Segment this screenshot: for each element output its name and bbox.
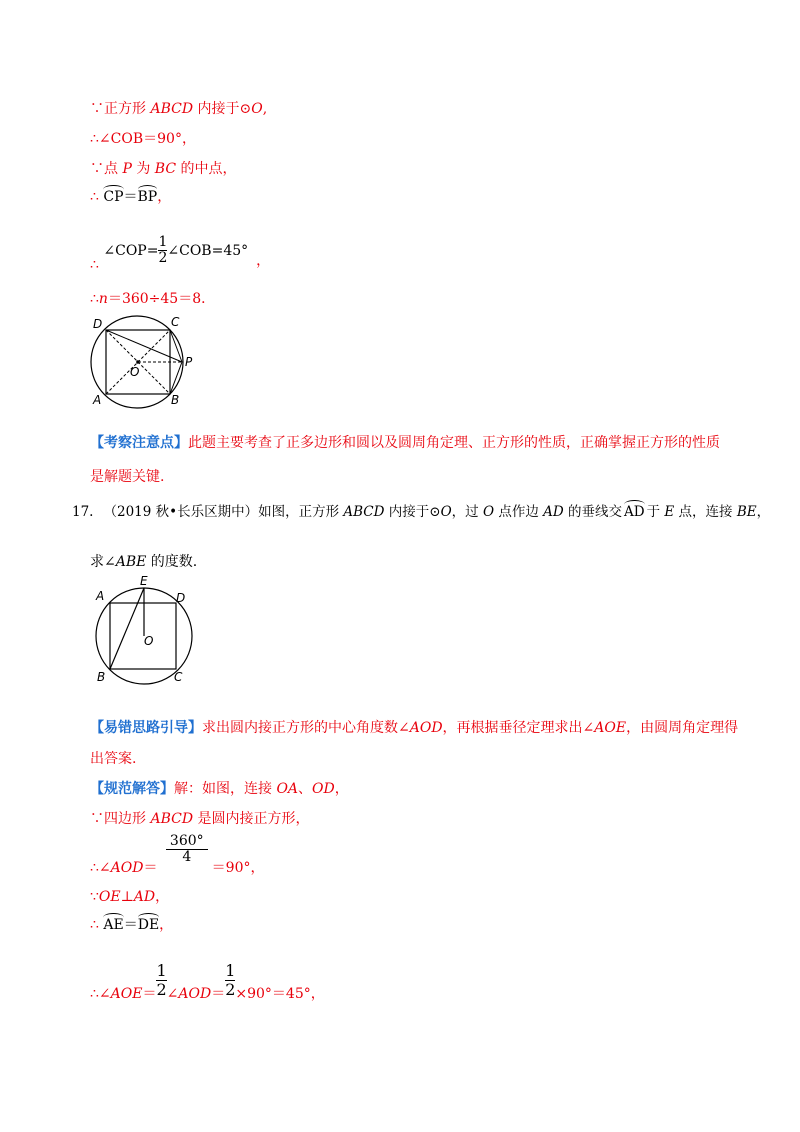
label-a: A [93,393,102,407]
label-c: C [174,670,183,684]
fraction-half-1: $\frac{1}{2}$ [156,961,167,999]
figure-16 [85,310,210,410]
therefore-symbol: ∴ [90,917,99,933]
segment-be [110,588,144,669]
arc-bp: BP [138,185,158,205]
fraction-360-over-4: $\frac{360^\circ}{4}$ [166,834,208,866]
note16-line-1: 【考察注意点】此题主要考查了正多边形和圆以及圆周角定理、正方形的性质，正确掌握正方形的性质 [90,435,720,451]
label-c: C [171,315,180,329]
sol16-line-4: ∴ CP＝BP， [90,185,171,206]
therefore-symbol: ∴ [90,859,99,876]
label-a: A [96,589,105,603]
center-dot [136,360,140,364]
fraction-half: $\frac{1}{2}$ [158,234,168,267]
hint17-line-1: 【易错思路引导】求出圆内接正方形的中心角度数∠AOD，再根据垂径定理求出∠AOE，由圆周角定理得 [90,720,739,736]
sol17-line-5: ∴ AE＝DE， [90,913,173,934]
arc-cp: CP [103,185,123,205]
hint17-line-2: 出答案. [90,751,137,767]
label-d: D [176,591,186,605]
because-symbol: ∵ [90,101,104,117]
hint-tag: 【易错思路引导】 [90,720,202,736]
sol17-line-2: ∵四边形 ABCD 是圆内接正方形， [90,811,310,827]
label-o: O [144,634,154,648]
therefore-symbol: ∴ [90,986,99,1003]
note-tag: 【考察注意点】 [90,435,188,451]
label-b: B [97,670,106,684]
sol16-line-2: ∴∠COB＝90°， [90,131,196,147]
sol16-line-5: ∴ ∠COP= $\frac{1}{2}$ ∠COB=45°， [90,234,271,273]
sol17-line-4: ∵OE⊥AD， [90,889,170,905]
because-symbol: ∵ [90,161,104,177]
label-b: B [171,393,180,407]
sol16-line-1: ∵正方形 ABCD 内接于⊙O, [90,101,268,117]
therefore-symbol: ∴ [90,291,99,307]
therefore-symbol: ∴ [90,189,99,205]
label-d: D [93,317,103,331]
sol17-line-3: ∴∠AOD＝ $\frac{360^\circ}{4}$ ＝90°， [90,833,265,876]
label-o: O [130,365,140,379]
question-17-line-1: 17. （2019 秋•长乐区期中）如图，正方形 ABCD 内接于⊙O，过 O 点作边 AD 的垂线交 AD 于 E 点，连接 BE， [72,500,770,520]
segment-dp [106,330,182,362]
solution-tag: 【规范解答】 [90,781,174,797]
fraction-half-2: $\frac{1}{2}$ [225,961,236,999]
therefore-symbol: ∴ [90,256,99,273]
because-symbol: ∵ [90,811,104,827]
sol17-line-1: 【规范解答】解：如图，连接 OA、OD， [90,781,349,797]
sol17-line-6: ∴∠AOE＝ $\frac{1}{2}$ ∠AOD＝ $\frac{1}{2}$ ×90°＝45°， [90,961,325,1003]
arc-de: DE [138,913,159,933]
note16-line-2: 是解题关键. [90,469,165,485]
label-p: P [185,355,193,369]
question-17-line-2: 求∠ABE 的度数. [90,554,198,570]
question-number: 17. [72,504,94,520]
sol16-line-6: ∴n＝360÷45＝8． [90,291,216,307]
square-abcd [110,603,176,669]
therefore-symbol: ∴ [90,131,99,147]
label-e: E [140,574,148,588]
sol16-line-3: ∵点 P 为 BC 的中点， [90,161,237,177]
because-symbol: ∵ [90,889,99,905]
figure-17 [90,573,200,685]
arc-ae: AE [103,913,123,933]
arc-ad: AD [624,500,645,520]
